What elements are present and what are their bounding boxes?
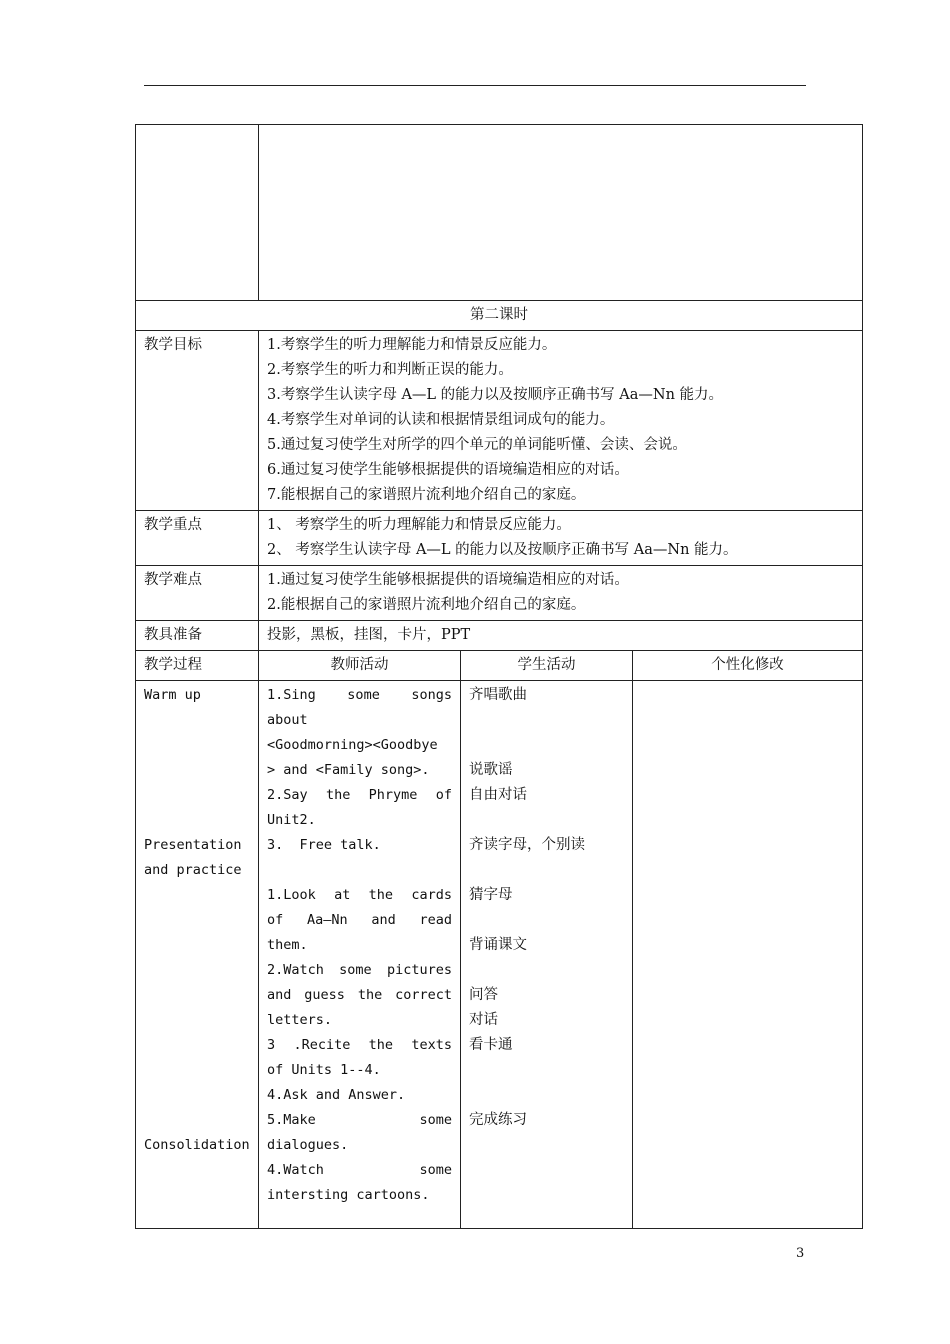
difficulty-item: 1.通过复习使学生能够根据提供的语境编造相应的对话。 <box>267 572 629 588</box>
teacher-line: <Goodmorning><Goodbye <box>267 737 438 753</box>
student-activity-column <box>461 681 633 1229</box>
student-line: 看卡通 <box>469 1037 513 1053</box>
stage-consolidation: Consolidation <box>144 1137 250 1153</box>
goals-label: 教学目标 <box>136 331 259 511</box>
student-line: 背诵课文 <box>469 937 527 953</box>
empty-label-cell <box>136 125 259 301</box>
section-title: 第二课时 <box>136 301 863 331</box>
student-line: 对话 <box>469 1012 498 1028</box>
empty-content-cell <box>259 125 863 301</box>
teacher-line: 5.Make some <box>267 1112 452 1128</box>
student-line <box>469 733 624 758</box>
difficulty-item: 2.能根据自己的家谱照片流利地介绍自己的家庭。 <box>267 597 586 613</box>
teacher-activity-column <box>259 681 461 1229</box>
teacher-line: them. <box>267 937 308 953</box>
teacher-line: of Aa—Nn and read <box>267 912 452 928</box>
stage-warm-up: Warm up <box>144 687 201 703</box>
teacher-activity-header: 教师活动 <box>259 651 461 681</box>
teacher-line: and guess the correct <box>267 987 452 1003</box>
difficulties-content <box>259 566 863 621</box>
stage-column <box>136 681 259 1229</box>
goals-content <box>259 331 863 511</box>
goal-item: 3.考察学生认读字母 A—L 的能力以及按顺序正确书写 Aa—Nn 能力。 <box>267 387 724 403</box>
goal-item: 5.通过复习使学生对所学的四个单元的单词能听懂、会读、会说。 <box>267 437 687 453</box>
goal-item: 4.考察学生对单词的认读和根据情景组词成句的能力。 <box>267 412 615 428</box>
page-number: 3 <box>796 1246 805 1261</box>
materials-row <box>136 621 863 651</box>
teacher-line: 1.Look at the cards <box>267 887 452 903</box>
teacher-line: about <box>267 712 308 728</box>
teacher-line: intersting cartoons. <box>267 1187 430 1203</box>
teacher-line: 4.Watch some <box>267 1162 452 1178</box>
key-points-row <box>136 511 863 566</box>
student-line <box>469 858 624 883</box>
empty-top-row <box>136 125 863 301</box>
student-line: 说歌谣 <box>469 762 513 778</box>
student-line: 齐唱歌曲 <box>469 687 527 703</box>
teacher-line: 3 .Recite the texts <box>267 1037 452 1053</box>
custom-edit-column <box>633 681 863 1229</box>
teacher-line: 2.Watch some pictures <box>267 962 452 978</box>
teacher-line: 3. Free talk. <box>267 837 381 853</box>
key-point-item: 1、 考察学生的听力理解能力和情景反应能力。 <box>267 517 571 533</box>
custom-edit-header: 个性化修改 <box>633 651 863 681</box>
teacher-line: 2.Say the Phryme of <box>267 787 452 803</box>
process-header-row <box>136 651 863 681</box>
teacher-line: 4.Ask and Answer. <box>267 1087 406 1103</box>
goal-item: 6.通过复习使学生能够根据提供的语境编造相应的对话。 <box>267 462 629 478</box>
student-line <box>469 708 624 733</box>
stage-presentation: Presentation <box>144 837 242 853</box>
student-activity-header: 学生活动 <box>461 651 633 681</box>
student-line: 猜字母 <box>469 887 513 903</box>
goal-item: 7.能根据自己的家谱照片流利地介绍自己的家庭。 <box>267 487 586 503</box>
goals-row <box>136 331 863 511</box>
student-line: 问答 <box>469 987 498 1003</box>
student-line <box>469 1058 624 1083</box>
key-points-label: 教学重点 <box>136 511 259 566</box>
student-line: 完成练习 <box>469 1112 527 1128</box>
teacher-line: > and <Family song>. <box>267 762 430 778</box>
teacher-line: dialogues. <box>267 1137 349 1153</box>
student-line <box>469 1083 624 1108</box>
teacher-line: Unit2. <box>267 812 316 828</box>
key-points-content <box>259 511 863 566</box>
materials-value: 投影，黑板，挂图，卡片，PPT <box>259 621 863 651</box>
student-line: 齐读字母，个别读 <box>469 837 585 853</box>
key-point-item: 2、 考察学生认读字母 A—L 的能力以及按顺序正确书写 Aa—Nn 能力。 <box>267 542 738 558</box>
student-line <box>469 808 624 833</box>
goal-item: 1.考察学生的听力理解能力和情景反应能力。 <box>267 337 557 353</box>
difficulties-row <box>136 566 863 621</box>
header-rule <box>144 85 806 86</box>
teacher-line <box>267 858 452 883</box>
materials-label: 教具准备 <box>136 621 259 651</box>
goal-item: 2.考察学生的听力和判断正误的能力。 <box>267 362 513 378</box>
difficulties-label: 教学难点 <box>136 566 259 621</box>
student-line <box>469 958 624 983</box>
teacher-line: letters. <box>267 1012 333 1028</box>
student-line: 自由对话 <box>469 787 527 803</box>
section-title-row <box>136 301 863 331</box>
student-line <box>469 908 624 933</box>
process-label: 教学过程 <box>136 651 259 681</box>
teacher-line: of Units 1--4. <box>267 1062 381 1078</box>
stage-practice: and practice <box>144 862 242 878</box>
lesson-plan-table <box>135 124 863 1229</box>
teacher-line: 1.Sing some songs <box>267 687 452 703</box>
process-body-row <box>136 681 863 1229</box>
